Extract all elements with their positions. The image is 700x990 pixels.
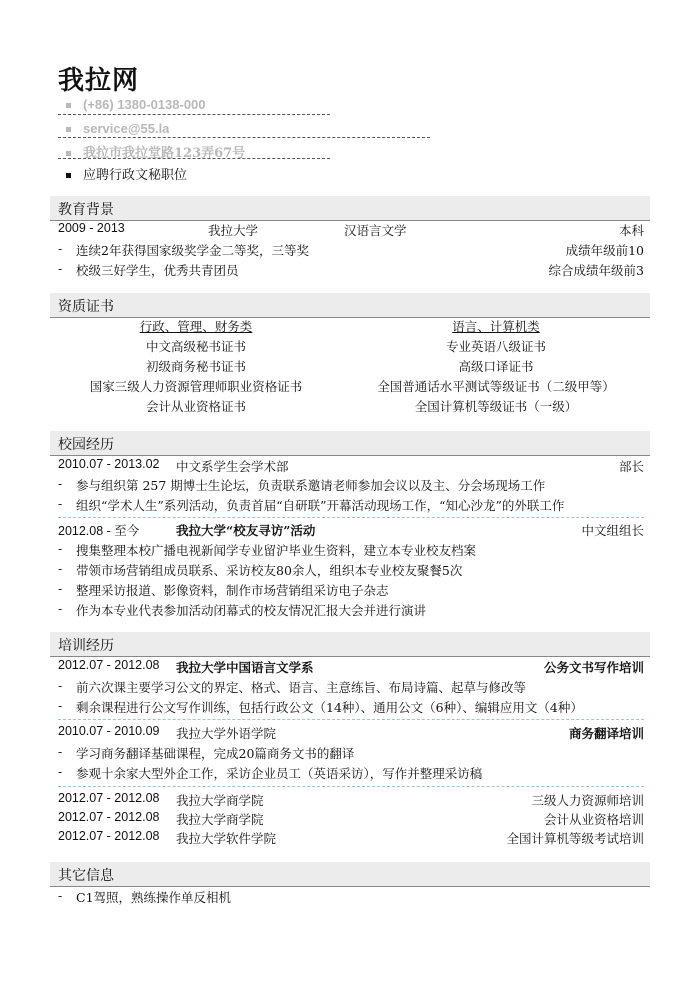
divider (58, 517, 644, 518)
list-item: - 前六次课主要学习公文的界定、格式、语言、主意练旨、布局诗篇、起草与修改等 (58, 678, 527, 695)
cert-column-language (356, 317, 636, 417)
role: 中文组组长 (581, 523, 644, 538)
phone: (+86) 1380-0138-000 (83, 97, 206, 112)
bullet-icon (66, 103, 71, 108)
organization: 我拉大学软件学院 (176, 831, 277, 846)
training-row (58, 658, 644, 676)
cert-item: 专业英语八级证书 (445, 339, 546, 354)
organization: 中文系学生会学术部 (176, 459, 289, 474)
list-item: - 参观十余家大型外企工作，采访企业员工（英语采访），写作并整理采访稿 (58, 764, 483, 781)
list-item: - 组织“学术人生”系列活动，负责首届“自研联”开幕活动现场工作，“知心沙龙”的外联工作 (58, 496, 565, 513)
period: 2012.07 - 2012.08 (58, 791, 160, 805)
list-item: - 校级三好学生，优秀共青团员 综合成绩年级前3 (58, 261, 644, 278)
campus-row (58, 457, 644, 475)
organization: 我拉大学外语学院 (176, 726, 277, 741)
period: 2012.08 - 至今 (58, 524, 140, 538)
campus-row (58, 521, 644, 539)
period: 2010.07 - 2013.02 (58, 457, 160, 471)
education-row (58, 221, 644, 239)
divider (58, 719, 644, 720)
list-item: - C1驾照，熟练操作单反相机 (58, 888, 232, 905)
period: 2012.07 - 2012.08 (58, 829, 160, 843)
list-item: - 学习商务翻译基础课程，完成20篇商务文书的翻译 (58, 744, 355, 761)
cert-item: 高级口译证书 (458, 359, 534, 374)
cert-category: 语言、计算机类 (452, 319, 540, 334)
training-row (58, 791, 644, 809)
cert-column-admin (56, 317, 336, 417)
section-rule (50, 455, 650, 456)
list-item: - 搜集整理本校广播电视新闻学专业留沪毕业生资料，建立本专业校友档案 (58, 541, 477, 558)
training-row (58, 829, 644, 847)
organization: 我拉大学商学院 (176, 793, 264, 808)
degree: 本科 (618, 223, 644, 238)
divider (58, 786, 644, 787)
section-header-education: 教育背景 (50, 196, 650, 220)
period: 2012.07 - 2012.08 (58, 810, 160, 824)
list-item: - 作为本专业代表参加活动闭幕式的校友情况汇报大会并进行演讲 (58, 601, 427, 618)
section-header-other: 其它信息 (50, 862, 650, 886)
bullet-icon (66, 151, 71, 156)
cert-item: 全国普通话水平测试等级证书（二级甲等） (377, 379, 615, 394)
section-rule (50, 886, 650, 887)
objective-row (66, 164, 187, 183)
cert-item: 会计从业资格证书 (145, 399, 246, 414)
section-header-certs: 资质证书 (50, 293, 650, 317)
email: service@55.la (83, 121, 170, 136)
address: 我拉市我拉堂路123弄67号 (83, 146, 246, 161)
list-item: - 连续2年获得国家级奖学金二等奖，三等奖 成绩年级前10 (58, 241, 644, 258)
role: 部长 (618, 459, 644, 474)
list-item: - 剩余课程进行公文写作训练，包括行政公文（14种）、通用公文（6种）、编辑应用文（4种） (58, 698, 583, 715)
phone-row (66, 97, 206, 112)
divider (58, 114, 330, 115)
section-header-training: 培训经历 (50, 632, 650, 656)
organization: 我拉大学商学院 (176, 812, 264, 827)
training-row (58, 810, 644, 828)
cert-item: 全国计算机等级证书（一级） (414, 399, 578, 414)
objective: 应聘行政文秘职位 (83, 168, 188, 183)
major: 汉语言文学 (344, 223, 407, 238)
list-item: - 参与组织第 257 期博士生论坛，负责联系邀请老师参加会议以及主、分会场现场工作 (58, 476, 546, 493)
period: 2010.07 - 2010.09 (58, 724, 160, 738)
list-item: - 整理采访报道、影像资料，制作市场营销组采访电子杂志 (58, 581, 389, 598)
role: 全国计算机等级考试培训 (506, 831, 644, 846)
organization: 我拉大学“校友寻访”活动 (176, 523, 316, 538)
organization: 我拉大学中国语言文学系 (176, 660, 314, 675)
bullet-icon (66, 173, 71, 178)
cert-category: 行政、管理、财务类 (139, 319, 253, 334)
period: 2012.07 - 2012.08 (58, 658, 160, 672)
divider (58, 137, 430, 138)
list-item: - 带领市场营销组成员联系、采访校友80余人，组织本专业校友聚餐5次 (58, 561, 463, 578)
candidate-name: 我拉网 (58, 66, 140, 96)
cert-item: 初级商务秘书证书 (145, 359, 246, 374)
period: 2009 - 2013 (58, 221, 125, 235)
section-header-campus: 校园经历 (50, 431, 650, 455)
cert-item: 中文高级秘书证书 (145, 339, 246, 354)
section-rule (50, 656, 650, 657)
role: 三级人力资源师培训 (531, 793, 644, 808)
school: 我拉大学 (208, 223, 259, 238)
cert-item: 国家三级人力资源管理师职业资格证书 (89, 379, 303, 394)
email-row (66, 121, 169, 136)
divider (58, 158, 330, 159)
role: 商务翻译培训 (568, 726, 644, 741)
bullet-icon (66, 127, 71, 132)
role: 公务文书写作培训 (543, 660, 644, 675)
role: 会计从业资格培训 (543, 812, 644, 827)
training-row (58, 724, 644, 742)
